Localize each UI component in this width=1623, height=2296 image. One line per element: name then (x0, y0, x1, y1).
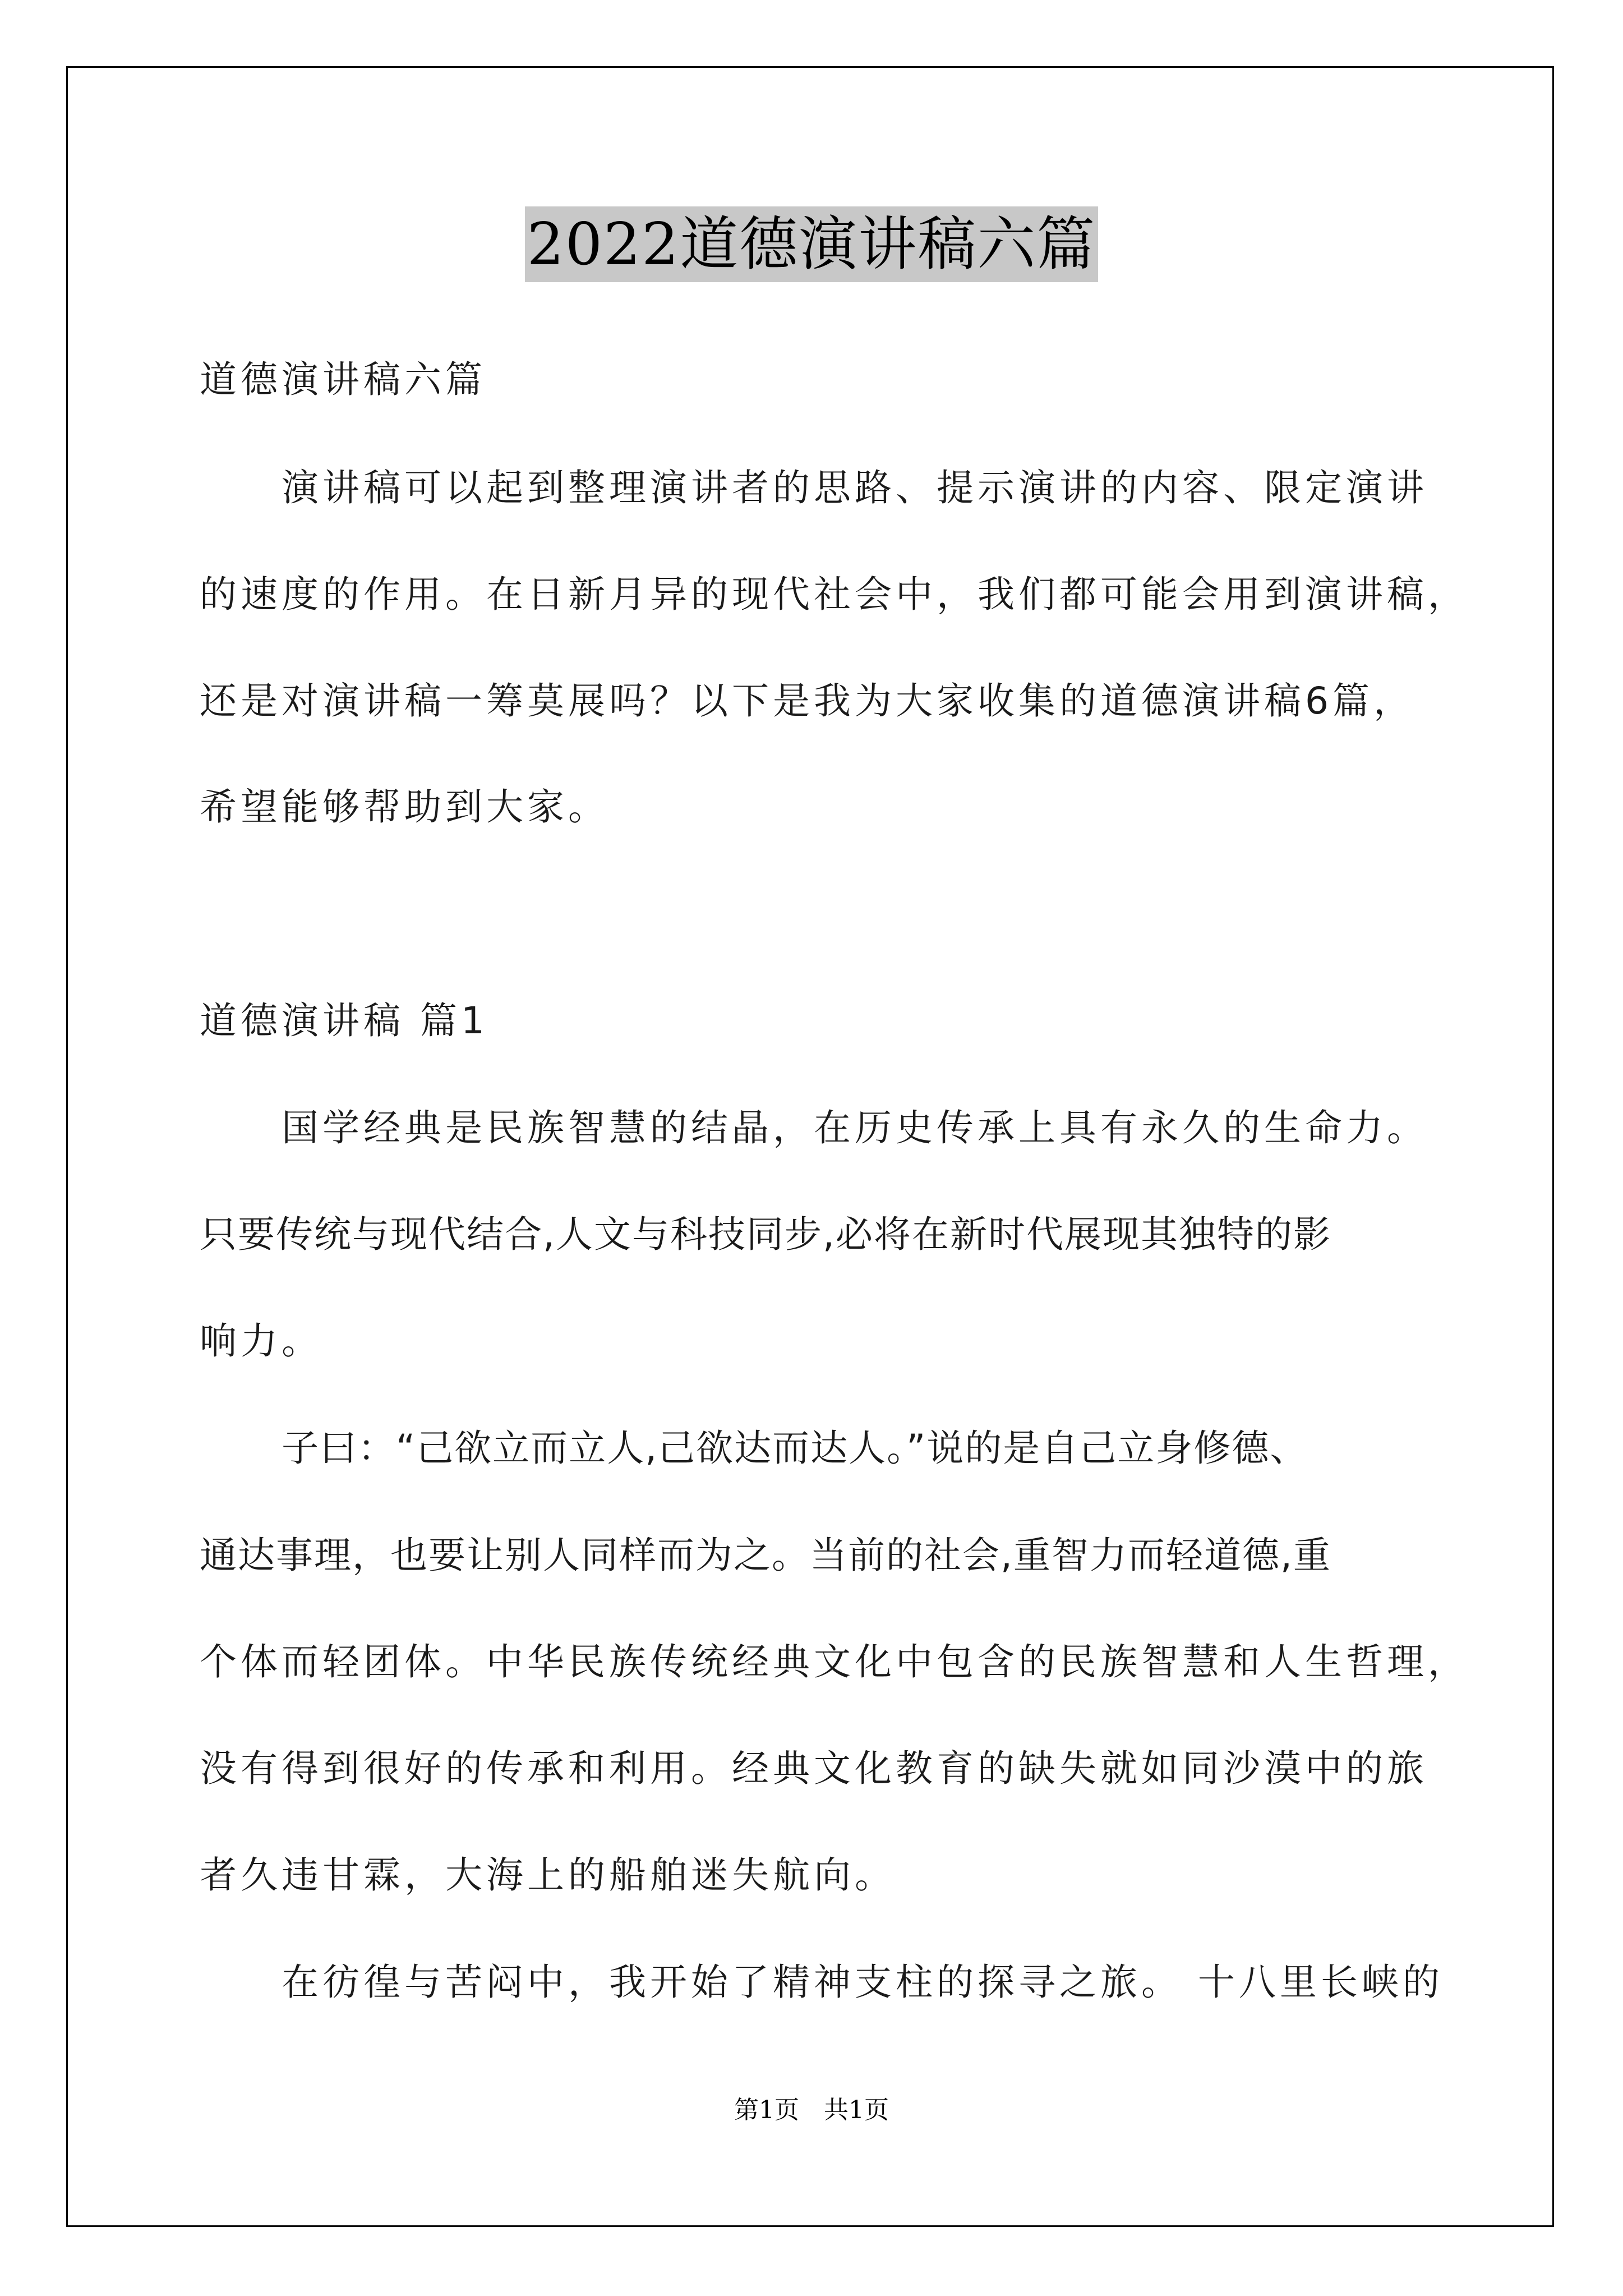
section-heading: 道德演讲稿 篇1 (200, 999, 488, 1042)
paragraph-line: 通达事理，也要让别人同样而为之。当前的社会,重智力而轻道德,重 (200, 1534, 1331, 1577)
page-footer: 第1页 共1页 (734, 2096, 889, 2124)
paragraph-line: 还是对演讲稿一筹莫展吗？以下是我为大家收集的道德演讲稿6篇， (200, 679, 1414, 723)
title-container (0, 206, 1623, 282)
paragraph-line: 子曰：“己欲立而立人,己欲达而达人。”说的是自己立身修德、 (282, 1427, 1308, 1470)
paragraph-line: 者久违甘霖，大海上的船舶迷失航向。 (200, 1853, 896, 1897)
paragraph-line: 只要传统与现代结合,人文与科技同步,必将在新时代展现其独特的影 (200, 1213, 1331, 1256)
paragraph-line: 个体而轻团体。中华民族传统经典文化中包含的民族智慧和人生哲理， (200, 1640, 1469, 1683)
paragraph-line: 响力。 (200, 1319, 322, 1363)
paragraph-line: 没有得到很好的传承和利用。经典文化教育的缺失就如同沙漠中的旅 (200, 1747, 1428, 1790)
paragraph-line: 国学经典是民族智慧的结晶，在历史传承上具有永久的生命力。 (282, 1106, 1428, 1149)
document-title: 2022道德演讲稿六篇 (525, 206, 1099, 282)
paragraph-line: 希望能够帮助到大家。 (200, 785, 609, 829)
paragraph-line: 在彷徨与苦闷中，我开始了精神支柱的探寻之旅。 十八里长峡的 (282, 1961, 1444, 2004)
paragraph-line: 演讲稿可以起到整理演讲者的思路、提示演讲的内容、限定演讲 (282, 466, 1428, 509)
section-heading: 道德演讲稿六篇 (200, 358, 486, 401)
paragraph-line: 的速度的作用。在日新月异的现代社会中，我们都可能会用到演讲稿， (200, 573, 1469, 616)
